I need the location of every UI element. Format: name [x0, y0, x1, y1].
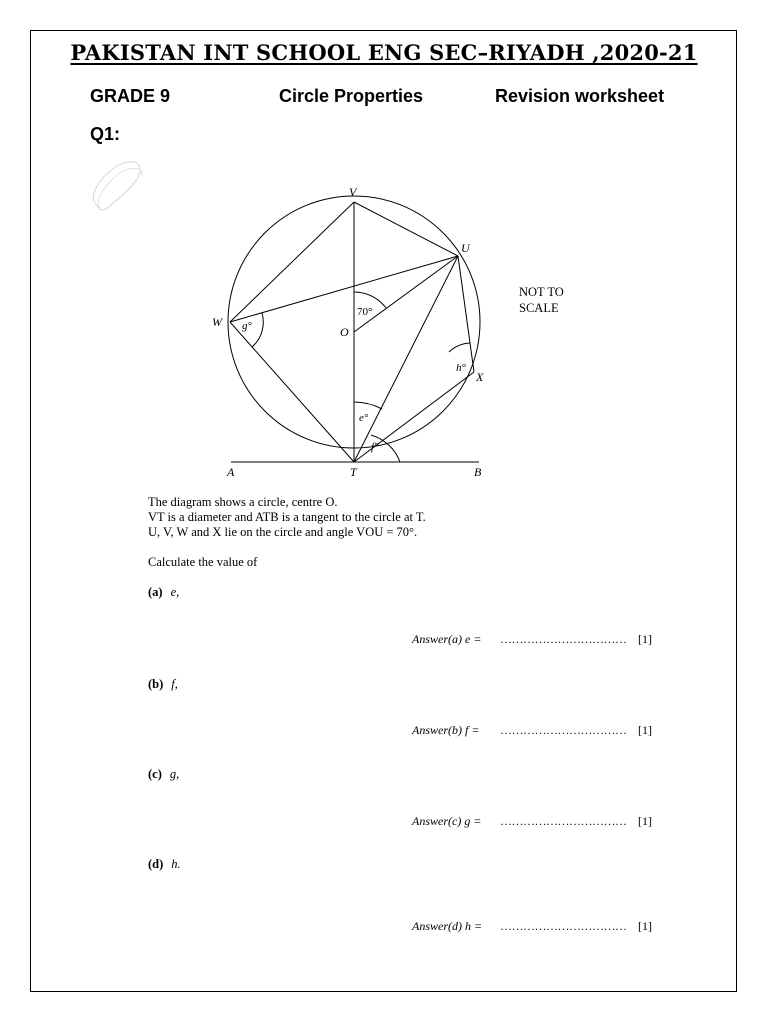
label-v: V [349, 185, 357, 199]
circle-diagram [195, 180, 575, 480]
part-c [148, 767, 179, 782]
not-to-scale-line1: NOT TO [519, 285, 564, 299]
part-a-variable: e, [170, 585, 180, 599]
grade-label: GRADE 9 [90, 86, 171, 106]
description-line-2: VT is a diameter and ATB is a tangent to the circle at T. [148, 510, 426, 524]
page-title: PAKISTAN INT SCHOOL ENG SEC–RIYADH ,2020-21 [70, 40, 698, 65]
question-number: Q1: [90, 124, 121, 144]
angle-label-h: h° [456, 362, 466, 374]
answer-c-label: Answer(c) g = [412, 814, 482, 828]
label-u: U [461, 241, 470, 255]
part-b-label: (b) [148, 677, 164, 691]
label-x: X [476, 370, 484, 384]
part-a-label: (a) [148, 585, 163, 599]
angle-arc-h [449, 343, 470, 352]
angle-label-f: f° [371, 441, 379, 453]
topic-label: Circle Properties [279, 86, 424, 106]
description-line-3: U, V, W and X lie on the circle and angle VOU = 70°. [148, 525, 418, 539]
answer-b-field[interactable]: …………………………… [500, 723, 627, 737]
mark-c: [1] [638, 814, 652, 828]
calculate-instruction: Calculate the value of [148, 555, 258, 569]
part-d-label: (d) [148, 857, 164, 871]
answer-d-label: Answer(d) h = [412, 919, 483, 933]
part-a [148, 585, 179, 600]
chord-wt [230, 322, 354, 462]
part-b-variable: f, [171, 677, 178, 691]
answer-b-label: Answer(b) f = [412, 723, 480, 737]
angle-label-e: e° [359, 412, 369, 424]
not-to-scale-line2: SCALE [519, 301, 559, 315]
part-d [148, 857, 181, 872]
chord-ut [354, 256, 458, 462]
chord-ux [458, 256, 474, 372]
chord-vu [354, 202, 458, 256]
part-b [148, 677, 178, 692]
label-w: W [212, 315, 222, 329]
angle-arc-e [354, 402, 382, 409]
mark-a: [1] [638, 632, 652, 646]
label-a: A [227, 465, 235, 479]
angle-label-g: g° [242, 320, 252, 332]
description-line-1: The diagram shows a circle, centre O. [148, 495, 338, 509]
angle-arc-g [252, 313, 263, 347]
mark-b: [1] [638, 723, 652, 737]
part-c-label: (c) [148, 767, 162, 781]
answer-a-field[interactable]: …………………………… [500, 632, 627, 646]
answer-c-field[interactable]: …………………………… [500, 814, 627, 828]
worksheet-type-label: Revision worksheet [495, 86, 665, 106]
answer-a-label: Answer(a) e = [412, 632, 482, 646]
part-d-variable: h. [171, 857, 181, 871]
label-o: O [340, 325, 349, 339]
label-t: T [350, 465, 357, 479]
pencil-scribble [86, 156, 148, 218]
angle-label-70: 70° [357, 306, 373, 318]
label-b: B [474, 465, 482, 479]
mark-d: [1] [638, 919, 652, 933]
answer-d-field[interactable]: …………………………… [500, 919, 627, 933]
radius-ou [354, 256, 458, 332]
part-c-variable: g, [169, 767, 180, 781]
